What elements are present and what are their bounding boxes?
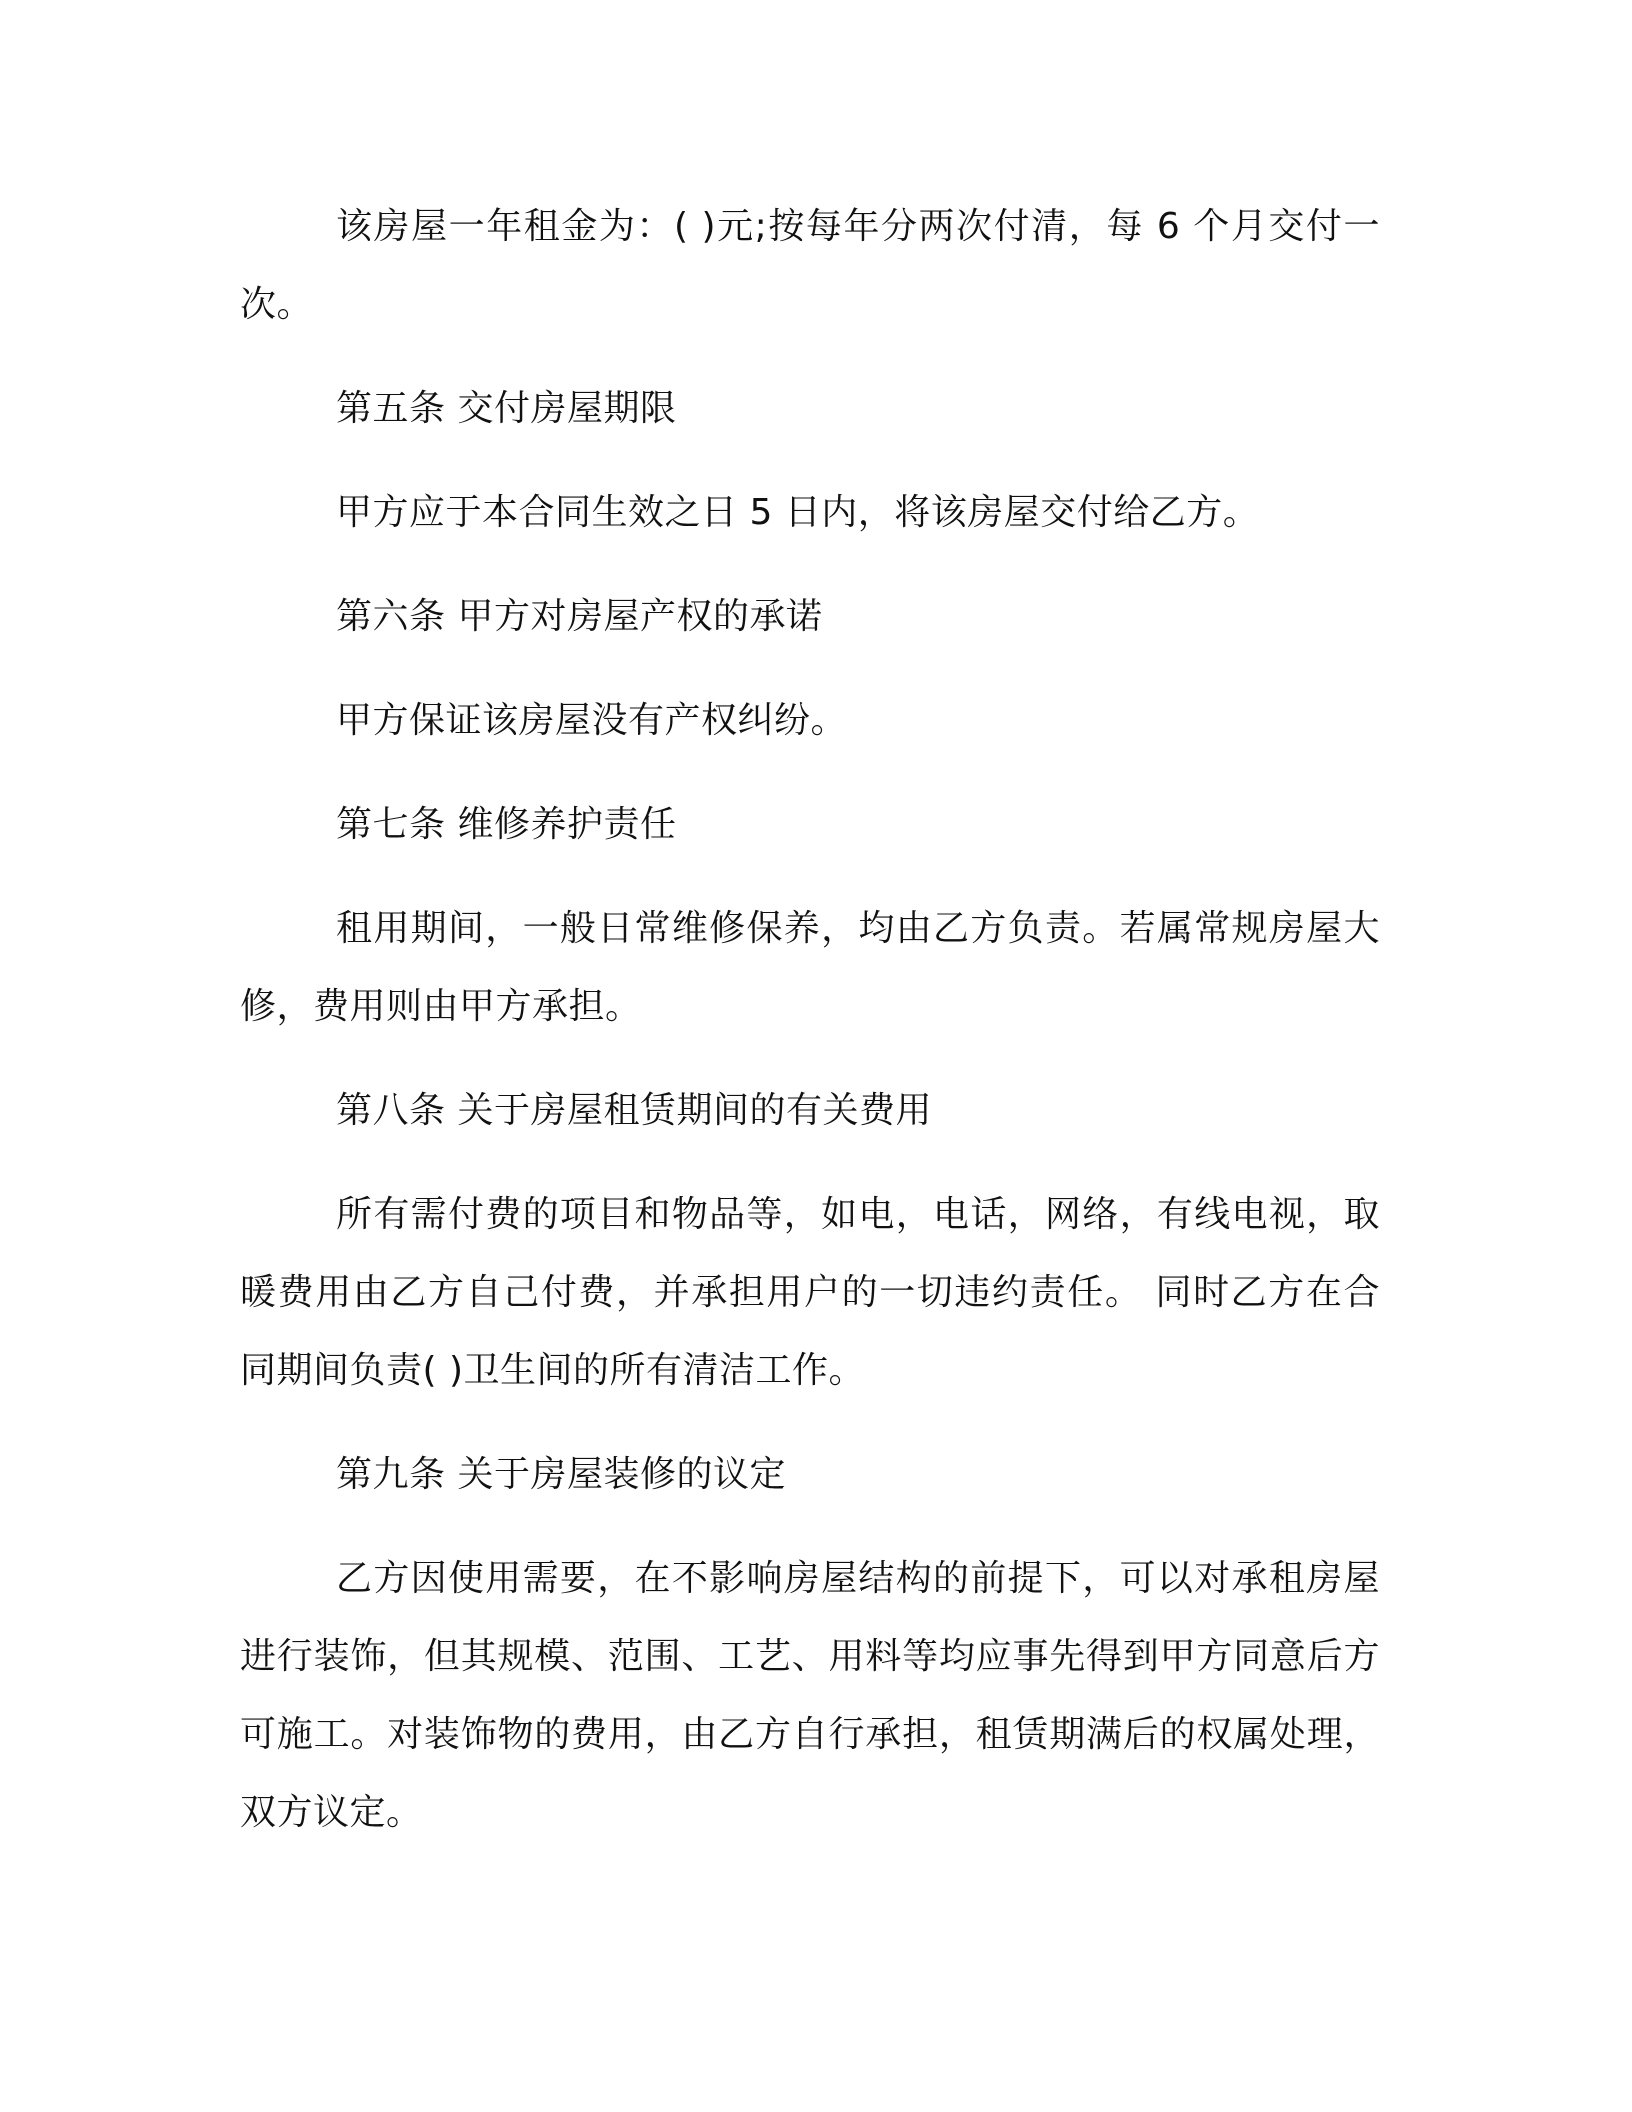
article-6-heading: 第六条 甲方对房屋产权的承诺 bbox=[336, 596, 823, 637]
rent-payment-paragraph: 该房屋一年租金为：( )元;按每年分两次付清，每 6 个月交付一次。 bbox=[240, 206, 1380, 325]
article-7-heading: 第七条 维修养护责任 bbox=[336, 804, 677, 845]
article-8-heading: 第八条 关于房屋租赁期间的有关费用 bbox=[336, 1090, 932, 1131]
article-7-paragraph: 租用期间，一般日常维修保养，均由乙方负责。若属常规房屋大修，费用则由甲方承担。 bbox=[240, 908, 1380, 1027]
document-body bbox=[240, 188, 1380, 1878]
article-6-paragraph: 甲方保证该房屋没有产权纠纷。 bbox=[336, 700, 848, 741]
article-8-paragraph: 所有需付费的项目和物品等，如电，电话，网络，有线电视，取暖费用由乙方自己付费，并承担用户的一切违约责任。 同时乙方在合同期间负责( )卫生间的所有清洁工作。 bbox=[240, 1194, 1380, 1391]
article-5-paragraph: 甲方应于本合同生效之日 5 日内，将该房屋交付给乙方。 bbox=[336, 492, 1260, 533]
article-9-paragraph: 乙方因使用需要，在不影响房屋结构的前提下，可以对承租房屋进行装饰，但其规模、范围、工艺、用料等均应事先得到甲方同意后方可施工。对装饰物的费用，由乙方自行承担，租赁期满后的权属处理，双方议定。 bbox=[240, 1558, 1380, 1833]
article-5-heading: 第五条 交付房屋期限 bbox=[336, 388, 677, 429]
article-9-heading: 第九条 关于房屋装修的议定 bbox=[336, 1454, 786, 1495]
